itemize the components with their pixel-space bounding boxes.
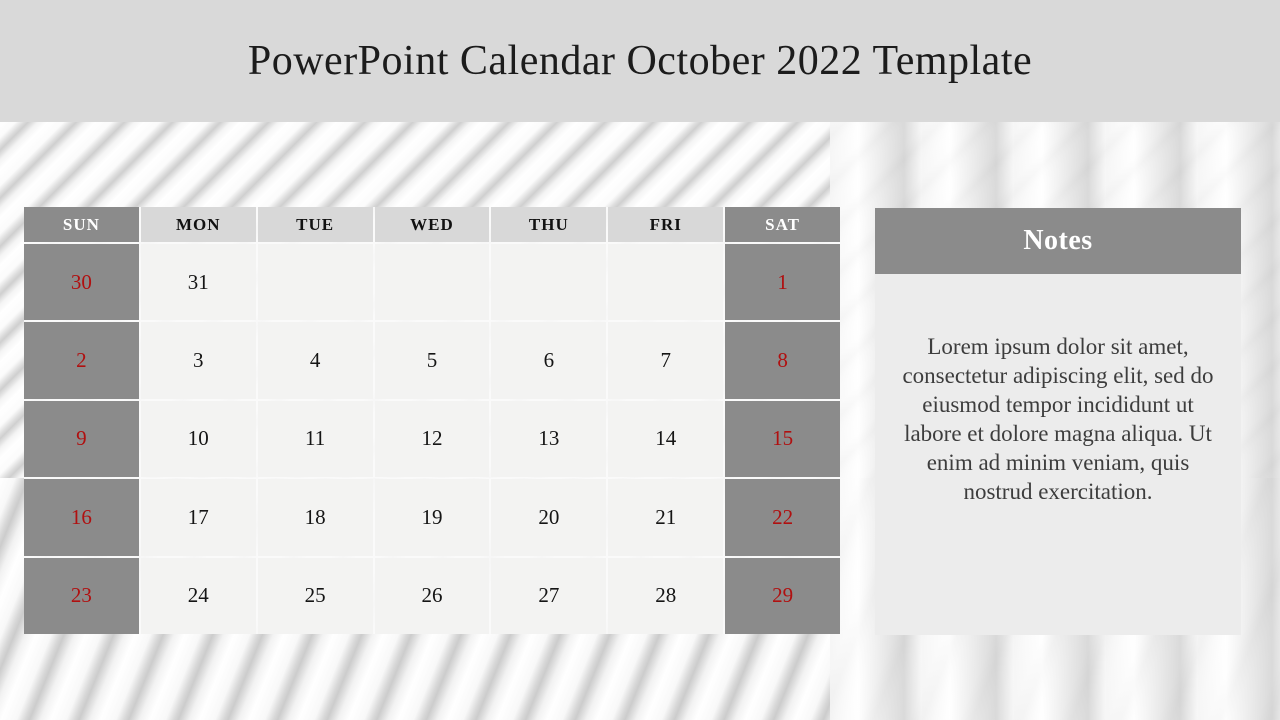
calendar-day-cell: 15 [725, 401, 840, 477]
calendar-day-cell: 14 [608, 401, 723, 477]
calendar-day-cell: 8 [725, 322, 840, 398]
calendar-day-cell: 25 [258, 558, 373, 634]
day-header-sat: SAT [725, 207, 840, 242]
calendar-day-cell: 16 [24, 479, 139, 555]
page-title: PowerPoint Calendar October 2022 Template [247, 38, 1033, 84]
calendar-day-cell: 27 [491, 558, 606, 634]
calendar-day-cell: 6 [491, 322, 606, 398]
calendar-day-cell: 11 [258, 401, 373, 477]
calendar-day-cell: 10 [141, 401, 256, 477]
notes-body-text: Lorem ipsum dolor sit amet, consectetur adipiscing elit, sed do eiusmod tempor incididunt ut labore et dolore magna aliqua. Ut enim ad minim veniam, quis nostrud exercitation. [875, 274, 1241, 635]
calendar-day-cell [608, 244, 723, 320]
calendar-day-cell: 4 [258, 322, 373, 398]
calendar-day-cell: 17 [141, 479, 256, 555]
calendar-grid [24, 207, 840, 634]
calendar-day-cell: 7 [608, 322, 723, 398]
day-header-thu: THU [491, 207, 606, 242]
day-header-tue: TUE [258, 207, 373, 242]
day-header-fri: FRI [608, 207, 723, 242]
calendar-day-cell: 13 [491, 401, 606, 477]
calendar-day-cell [491, 244, 606, 320]
calendar-day-cell: 24 [141, 558, 256, 634]
calendar-day-cell: 30 [24, 244, 139, 320]
notes-header [875, 208, 1241, 274]
calendar-day-cell: 29 [725, 558, 840, 634]
calendar-day-cell: 23 [24, 558, 139, 634]
calendar-day-cell: 18 [258, 479, 373, 555]
title-banner [0, 0, 1280, 122]
calendar-day-cell: 20 [491, 479, 606, 555]
calendar-day-cell: 26 [375, 558, 490, 634]
calendar-day-cell: 19 [375, 479, 490, 555]
calendar-day-cell: 21 [608, 479, 723, 555]
calendar-day-cell: 28 [608, 558, 723, 634]
calendar-day-cell: 12 [375, 401, 490, 477]
calendar-day-cell [375, 244, 490, 320]
calendar-day-cell: 5 [375, 322, 490, 398]
calendar-day-cell: 31 [141, 244, 256, 320]
calendar-day-cell: 1 [725, 244, 840, 320]
calendar-day-cell: 3 [141, 322, 256, 398]
day-header-mon: MON [141, 207, 256, 242]
notes-title: Notes [1023, 225, 1093, 256]
notes-panel [875, 208, 1241, 635]
calendar-day-cell [258, 244, 373, 320]
calendar-day-cell: 2 [24, 322, 139, 398]
day-header-wed: WED [375, 207, 490, 242]
day-header-sun: SUN [24, 207, 139, 242]
calendar-day-cell: 9 [24, 401, 139, 477]
calendar-day-cell: 22 [725, 479, 840, 555]
